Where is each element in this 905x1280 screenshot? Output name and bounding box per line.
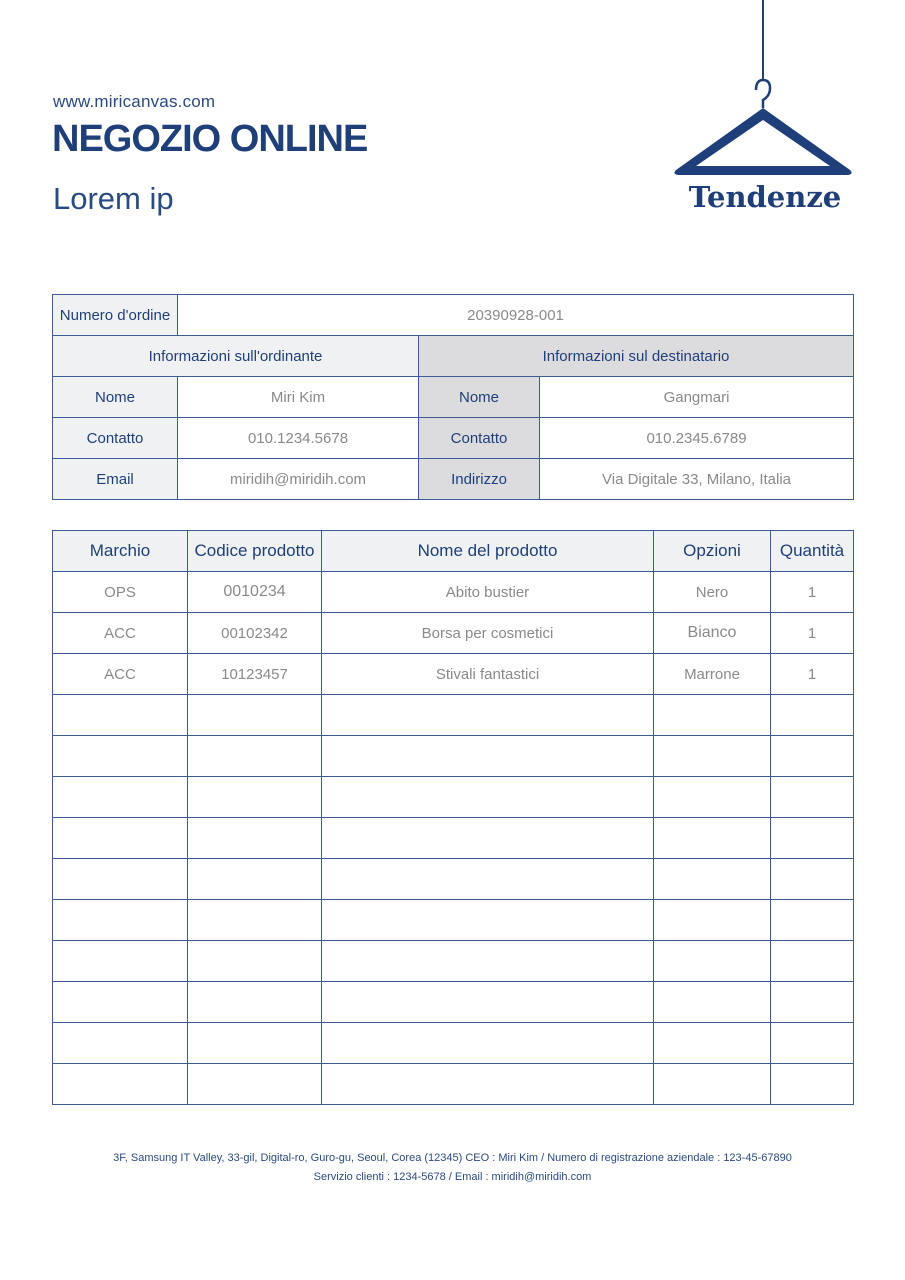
cell-options <box>654 900 771 941</box>
cell-brand <box>53 736 188 777</box>
cell-code <box>188 900 322 941</box>
cell-quantity <box>771 695 854 736</box>
table-row <box>53 654 854 695</box>
cell-brand: ACC <box>53 613 188 654</box>
column-header-options: Opzioni <box>654 531 771 572</box>
buyer-info-header: Informazioni sull'ordinante <box>53 336 419 377</box>
recipient-info-header: Informazioni sul destinatario <box>419 336 854 377</box>
cell-code <box>188 941 322 982</box>
cell-code <box>188 818 322 859</box>
recipient-address-label: Indirizzo <box>419 459 540 500</box>
footer-contact-info: Servizio clienti : 1234-5678 / Email : miridih@miridih.com <box>313 1171 592 1183</box>
table-row <box>53 1064 854 1105</box>
cell-code: 00102342 <box>188 613 322 654</box>
column-header-brand: Marchio <box>53 531 188 572</box>
cell-brand: ACC <box>53 654 188 695</box>
cell-product-name: Abito bustier <box>322 572 654 613</box>
cell-options <box>654 736 771 777</box>
items-header-row <box>53 531 854 572</box>
buyer-name-value: Miri Kim <box>178 377 419 418</box>
cell-options <box>654 818 771 859</box>
cell-options <box>654 1064 771 1105</box>
cell-code <box>188 1064 322 1105</box>
cell-options <box>654 859 771 900</box>
buyer-contact-value: 010.1234.5678 <box>178 418 419 459</box>
cell-product-name <box>322 900 654 941</box>
order-number-label: Numero d'ordine <box>53 295 178 336</box>
cell-brand <box>53 818 188 859</box>
table-row <box>53 613 854 654</box>
cell-quantity <box>771 941 854 982</box>
cell-code: 10123457 <box>188 654 322 695</box>
cell-code <box>188 695 322 736</box>
cell-options: Marrone <box>654 654 771 695</box>
column-header-quantity: Quantità <box>771 531 854 572</box>
cell-code <box>188 859 322 900</box>
cell-quantity: 1 <box>771 613 854 654</box>
brand-logo: Tendenze <box>688 180 842 214</box>
cell-product-name <box>322 1023 654 1064</box>
order-info-table <box>52 294 854 500</box>
buyer-email-label: Email <box>53 459 178 500</box>
cell-options <box>654 777 771 818</box>
column-header-product-name: Nome del prodotto <box>322 531 654 572</box>
cell-quantity <box>771 859 854 900</box>
column-header-code: Codice prodotto <box>188 531 322 572</box>
cell-quantity <box>771 1064 854 1105</box>
recipient-contact-value: 010.2345.6789 <box>540 418 854 459</box>
cell-product-name <box>322 982 654 1023</box>
cell-options <box>654 941 771 982</box>
cell-brand <box>53 1023 188 1064</box>
cell-brand <box>53 777 188 818</box>
cell-quantity <box>771 736 854 777</box>
recipient-name-label: Nome <box>419 377 540 418</box>
cell-brand <box>53 859 188 900</box>
table-row <box>53 941 854 982</box>
cell-options <box>654 1023 771 1064</box>
table-row <box>53 736 854 777</box>
cell-code <box>188 982 322 1023</box>
cell-quantity <box>771 900 854 941</box>
table-row <box>53 818 854 859</box>
cell-options <box>654 982 771 1023</box>
buyer-contact-label: Contatto <box>53 418 178 459</box>
cell-brand <box>53 900 188 941</box>
cell-brand: OPS <box>53 572 188 613</box>
cell-brand <box>53 1064 188 1105</box>
footer-company-info: 3F, Samsung IT Valley, 33-gil, Digital-ro, Guro-gu, Seoul, Corea (12345) CEO : Miri Kim / Numero di registrazione aziendale : 123-45-67890 <box>113 1152 792 1164</box>
page-title: NEGOZIO ONLINE <box>52 118 368 160</box>
cell-product-name: Borsa per cosmetici <box>322 613 654 654</box>
cell-code <box>188 777 322 818</box>
recipient-name-value: Gangmari <box>540 377 854 418</box>
website-url: www.miricanvas.com <box>53 92 216 111</box>
cell-quantity <box>771 818 854 859</box>
cell-product-name <box>322 859 654 900</box>
table-row <box>53 777 854 818</box>
cell-brand <box>53 695 188 736</box>
cell-options: Nero <box>654 572 771 613</box>
cell-code: 0010234 <box>188 572 322 613</box>
cell-code <box>188 1023 322 1064</box>
table-row <box>53 859 854 900</box>
cell-product-name <box>322 941 654 982</box>
cell-code <box>188 736 322 777</box>
cell-product-name <box>322 818 654 859</box>
table-row <box>53 1023 854 1064</box>
cell-quantity <box>771 777 854 818</box>
order-number-value: 20390928-001 <box>178 295 854 336</box>
recipient-address-value: Via Digitale 33, Milano, Italia <box>540 459 854 500</box>
cell-quantity <box>771 982 854 1023</box>
cell-options: Bianco <box>654 613 771 654</box>
cell-product-name <box>322 1064 654 1105</box>
cell-options <box>654 695 771 736</box>
page-subtitle: Lorem ip <box>53 181 174 216</box>
cell-brand <box>53 941 188 982</box>
cell-quantity <box>771 1023 854 1064</box>
cell-quantity: 1 <box>771 654 854 695</box>
cell-product-name <box>322 777 654 818</box>
recipient-contact-label: Contatto <box>419 418 540 459</box>
buyer-email-value: miridih@miridih.com <box>178 459 419 500</box>
cell-brand <box>53 982 188 1023</box>
cell-product-name <box>322 736 654 777</box>
cell-product-name <box>322 695 654 736</box>
table-row <box>53 900 854 941</box>
table-row <box>53 572 854 613</box>
table-row <box>53 982 854 1023</box>
cell-product-name: Stivali fantastici <box>322 654 654 695</box>
table-row <box>53 695 854 736</box>
items-table <box>52 530 854 1105</box>
cell-quantity: 1 <box>771 572 854 613</box>
buyer-name-label: Nome <box>53 377 178 418</box>
